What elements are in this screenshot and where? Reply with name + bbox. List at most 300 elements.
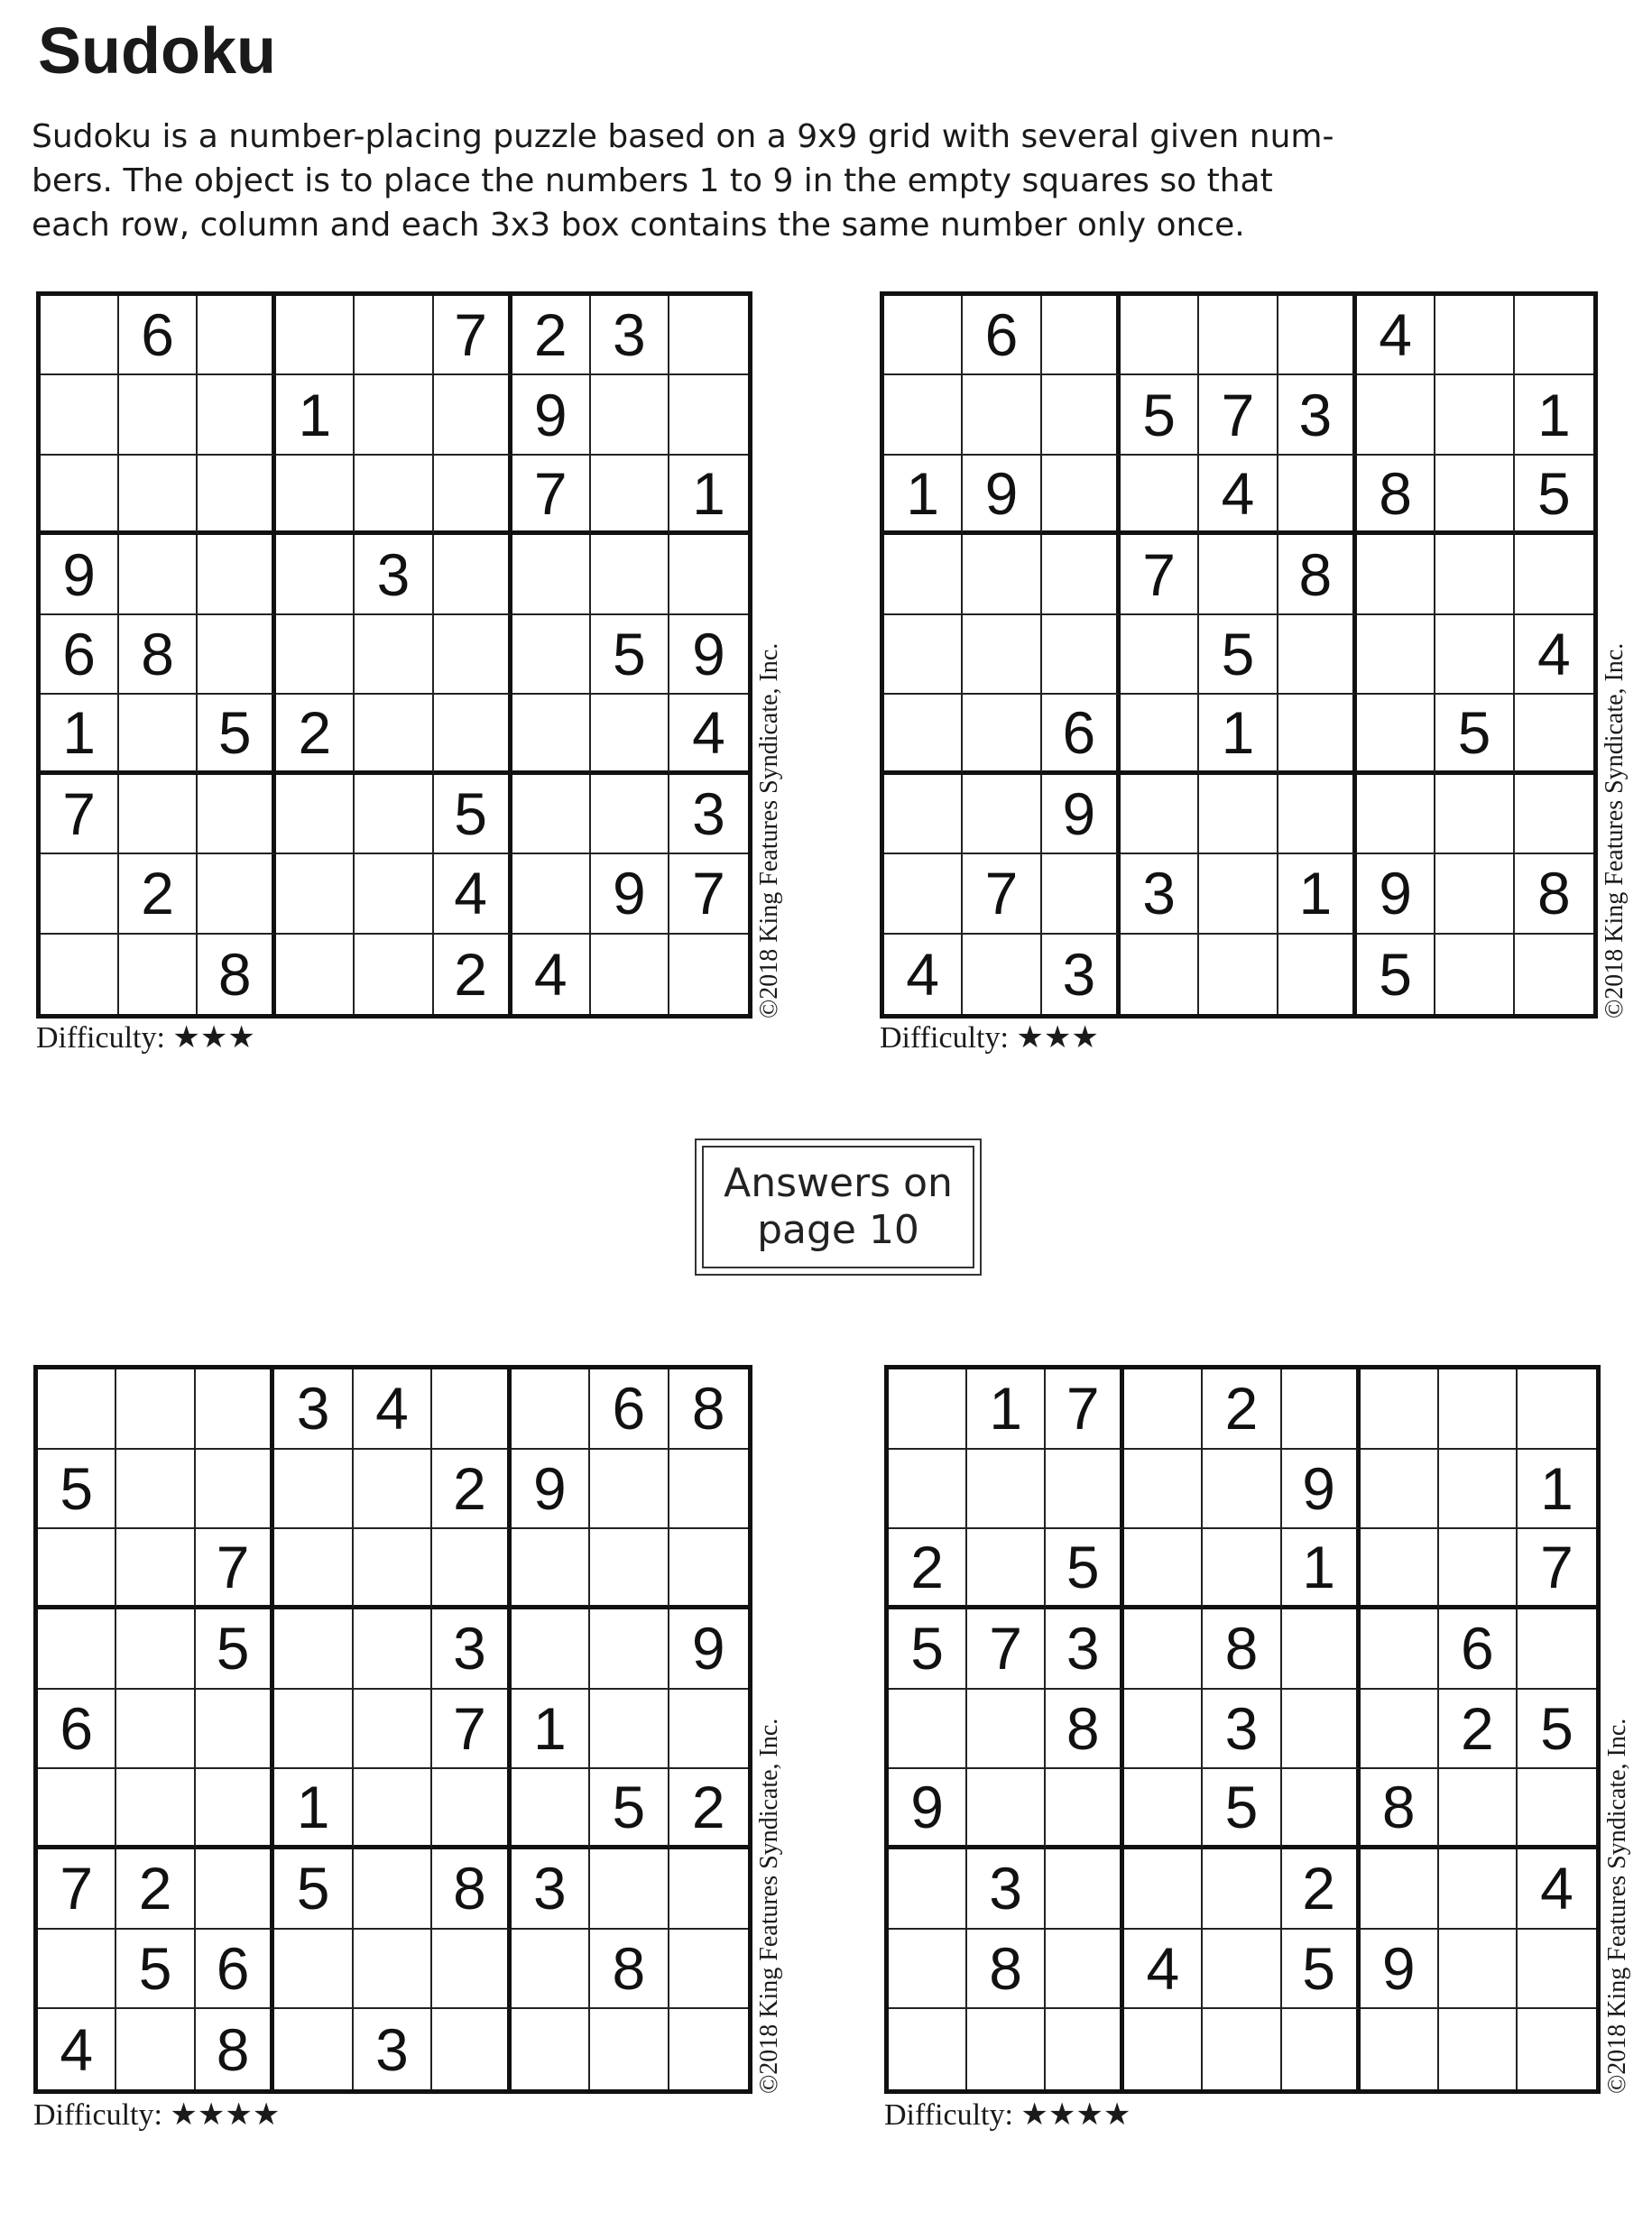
empty-cell[interactable] xyxy=(355,695,433,774)
intro-text: Sudoku is a number-placing puzzle based on a 9x9 grid with several given num- bers. The object is to place the numbers 1 to 9 in the empty squares so that each row, column and each 3x3 box contains the same number only once. xyxy=(32,118,1334,244)
given-number-cell: 9 xyxy=(1361,1930,1439,2010)
given-number-cell: 7 xyxy=(512,456,591,535)
empty-cell[interactable] xyxy=(1124,1369,1203,1450)
given-number-cell: 5 xyxy=(1046,1529,1124,1609)
empty-cell[interactable] xyxy=(119,535,198,614)
empty-cell[interactable] xyxy=(967,1690,1046,1770)
empty-cell[interactable] xyxy=(1042,535,1121,614)
empty-cell[interactable] xyxy=(1203,1849,1281,1930)
empty-cell[interactable] xyxy=(512,615,591,695)
given-number-cell: 5 xyxy=(1518,1690,1596,1770)
empty-cell[interactable] xyxy=(1357,375,1435,455)
given-number-cell: 2 xyxy=(1203,1369,1281,1450)
empty-cell[interactable] xyxy=(591,375,669,455)
given-number-cell: 3 xyxy=(1278,375,1357,455)
empty-cell[interactable] xyxy=(669,296,748,375)
empty-cell[interactable] xyxy=(669,535,748,614)
empty-cell[interactable] xyxy=(512,1769,590,1849)
empty-cell[interactable] xyxy=(1199,935,1278,1014)
empty-cell[interactable] xyxy=(512,854,591,934)
empty-cell[interactable] xyxy=(1203,1930,1281,2010)
empty-cell[interactable] xyxy=(1361,2009,1439,2089)
given-number-cell: 9 xyxy=(1042,775,1121,854)
given-number-cell: 5 xyxy=(1515,456,1593,535)
given-number-cell: 2 xyxy=(119,854,198,934)
given-number-cell: 4 xyxy=(1199,456,1278,535)
empty-cell[interactable] xyxy=(432,1529,511,1609)
given-number-cell: 7 xyxy=(434,296,512,375)
empty-cell[interactable] xyxy=(1203,1450,1281,1530)
empty-cell[interactable] xyxy=(1121,775,1199,854)
given-number-cell: 4 xyxy=(354,1369,432,1450)
empty-cell[interactable] xyxy=(354,1609,432,1690)
empty-cell[interactable] xyxy=(512,1609,590,1690)
given-number-cell: 2 xyxy=(512,296,591,375)
empty-cell[interactable] xyxy=(354,1450,432,1530)
empty-cell[interactable] xyxy=(41,456,119,535)
given-number-cell: 7 xyxy=(1121,535,1199,614)
empty-cell[interactable] xyxy=(1361,1849,1439,1930)
empty-cell[interactable] xyxy=(1357,535,1435,614)
empty-cell[interactable] xyxy=(276,535,355,614)
empty-cell[interactable] xyxy=(355,775,433,854)
given-number-cell: 5 xyxy=(198,695,276,774)
empty-cell[interactable] xyxy=(1435,775,1514,854)
empty-cell[interactable] xyxy=(512,2009,590,2089)
given-number-cell: 5 xyxy=(116,1930,195,2010)
empty-cell[interactable] xyxy=(38,1930,116,2010)
empty-cell[interactable] xyxy=(198,456,276,535)
empty-cell[interactable] xyxy=(1199,535,1278,614)
given-number-cell: 8 xyxy=(198,935,276,1014)
empty-cell[interactable] xyxy=(1203,2009,1281,2089)
empty-cell[interactable] xyxy=(1282,1609,1361,1690)
empty-cell[interactable] xyxy=(1439,2009,1518,2089)
empty-cell[interactable] xyxy=(1278,695,1357,774)
given-number-cell: 5 xyxy=(196,1609,274,1690)
empty-cell[interactable] xyxy=(276,296,355,375)
empty-cell[interactable] xyxy=(669,2009,748,2089)
given-number-cell: 4 xyxy=(1518,1849,1596,1930)
copyright-notice: ©2018 King Features Syndicate, Inc. xyxy=(1601,642,1629,1019)
empty-cell[interactable] xyxy=(1515,935,1593,1014)
empty-cell[interactable] xyxy=(967,1450,1046,1530)
empty-cell[interactable] xyxy=(434,615,512,695)
empty-cell[interactable] xyxy=(512,1930,590,2010)
empty-cell[interactable] xyxy=(1121,695,1199,774)
given-number-cell: 5 xyxy=(590,1769,669,1849)
empty-cell[interactable] xyxy=(1435,375,1514,455)
given-number-cell: 8 xyxy=(119,615,198,695)
empty-cell[interactable] xyxy=(591,456,669,535)
empty-cell[interactable] xyxy=(432,1930,511,2010)
empty-cell[interactable] xyxy=(198,375,276,455)
empty-cell[interactable] xyxy=(1124,1609,1203,1690)
empty-cell[interactable] xyxy=(963,935,1041,1014)
empty-cell[interactable] xyxy=(196,1690,274,1770)
sudoku-puzzle-3 xyxy=(33,1365,791,2141)
empty-cell[interactable] xyxy=(590,1609,669,1690)
empty-cell[interactable] xyxy=(1282,2009,1361,2089)
given-number-cell: 5 xyxy=(434,775,512,854)
empty-cell[interactable] xyxy=(1515,535,1593,614)
empty-cell[interactable] xyxy=(1042,375,1121,455)
empty-cell[interactable] xyxy=(1518,2009,1596,2089)
given-number-cell: 7 xyxy=(1518,1529,1596,1609)
empty-cell[interactable] xyxy=(1278,296,1357,375)
empty-cell[interactable] xyxy=(432,1769,511,1849)
empty-cell[interactable] xyxy=(119,775,198,854)
sudoku-grid xyxy=(884,1365,1601,2094)
given-number-cell: 9 xyxy=(512,375,591,455)
empty-cell[interactable] xyxy=(1518,1609,1596,1690)
empty-cell[interactable] xyxy=(196,1369,274,1450)
empty-cell[interactable] xyxy=(590,1529,669,1609)
given-number-cell: 8 xyxy=(590,1930,669,2010)
empty-cell[interactable] xyxy=(1435,935,1514,1014)
empty-cell[interactable] xyxy=(354,1849,432,1930)
given-number-cell: 7 xyxy=(432,1690,511,1770)
empty-cell[interactable] xyxy=(276,456,355,535)
given-number-cell: 1 xyxy=(1282,1529,1361,1609)
given-number-cell: 1 xyxy=(41,695,119,774)
empty-cell[interactable] xyxy=(116,1450,195,1530)
empty-cell[interactable] xyxy=(669,1450,748,1530)
given-number-cell: 4 xyxy=(1357,296,1435,375)
empty-cell[interactable] xyxy=(198,296,276,375)
empty-cell[interactable] xyxy=(116,1609,195,1690)
empty-cell[interactable] xyxy=(963,695,1041,774)
empty-cell[interactable] xyxy=(196,1450,274,1530)
empty-cell[interactable] xyxy=(967,1529,1046,1609)
empty-cell[interactable] xyxy=(1199,775,1278,854)
empty-cell[interactable] xyxy=(1282,1769,1361,1849)
empty-cell[interactable] xyxy=(276,615,355,695)
empty-cell[interactable] xyxy=(1278,935,1357,1014)
empty-cell[interactable] xyxy=(196,1769,274,1849)
given-number-cell: 8 xyxy=(669,1369,748,1450)
empty-cell[interactable] xyxy=(669,1690,748,1770)
empty-cell[interactable] xyxy=(1121,296,1199,375)
empty-cell[interactable] xyxy=(119,456,198,535)
given-number-cell: 6 xyxy=(963,296,1041,375)
empty-cell[interactable] xyxy=(1046,1769,1124,1849)
empty-cell[interactable] xyxy=(1124,2009,1203,2089)
empty-cell[interactable] xyxy=(354,1930,432,2010)
empty-cell[interactable] xyxy=(198,535,276,614)
empty-cell[interactable] xyxy=(274,1930,353,2010)
given-number-cell: 9 xyxy=(591,854,669,934)
given-number-cell: 7 xyxy=(196,1529,274,1609)
copyright-notice: ©2018 King Features Syndicate, Inc. xyxy=(755,1718,783,2094)
given-number-cell: 6 xyxy=(1439,1609,1518,1690)
empty-cell[interactable] xyxy=(591,695,669,774)
empty-cell[interactable] xyxy=(1357,775,1435,854)
empty-cell[interactable] xyxy=(354,1690,432,1770)
given-number-cell: 8 xyxy=(1357,456,1435,535)
given-number-cell: 5 xyxy=(1203,1769,1281,1849)
empty-cell[interactable] xyxy=(889,1849,967,1930)
empty-cell[interactable] xyxy=(590,1690,669,1770)
empty-cell[interactable] xyxy=(355,375,433,455)
given-number-cell: 6 xyxy=(119,296,198,375)
given-number-cell: 9 xyxy=(1282,1450,1361,1530)
empty-cell[interactable] xyxy=(884,296,963,375)
empty-cell[interactable] xyxy=(963,535,1041,614)
empty-cell[interactable] xyxy=(591,535,669,614)
answers-note-text: Answers on page 10 xyxy=(702,1146,974,1268)
empty-cell[interactable] xyxy=(355,854,433,934)
empty-cell[interactable] xyxy=(669,935,748,1014)
empty-cell[interactable] xyxy=(38,1609,116,1690)
empty-cell[interactable] xyxy=(276,854,355,934)
given-number-cell: 1 xyxy=(884,456,963,535)
empty-cell[interactable] xyxy=(1518,1369,1596,1450)
empty-cell[interactable] xyxy=(669,1529,748,1609)
empty-cell[interactable] xyxy=(1439,1450,1518,1530)
empty-cell[interactable] xyxy=(591,775,669,854)
given-number-cell: 7 xyxy=(1046,1369,1124,1450)
empty-cell[interactable] xyxy=(276,935,355,1014)
given-number-cell: 3 xyxy=(967,1849,1046,1930)
empty-cell[interactable] xyxy=(198,854,276,934)
empty-cell[interactable] xyxy=(274,1450,353,1530)
empty-cell[interactable] xyxy=(119,375,198,455)
empty-cell[interactable] xyxy=(884,775,963,854)
given-number-cell: 8 xyxy=(196,2009,274,2089)
given-number-cell: 5 xyxy=(1282,1930,1361,2010)
given-number-cell: 1 xyxy=(1278,854,1357,934)
empty-cell[interactable] xyxy=(119,935,198,1014)
empty-cell[interactable] xyxy=(884,854,963,934)
empty-cell[interactable] xyxy=(512,775,591,854)
empty-cell[interactable] xyxy=(38,1369,116,1450)
given-number-cell: 1 xyxy=(1199,695,1278,774)
given-number-cell: 8 xyxy=(432,1849,511,1930)
given-number-cell: 8 xyxy=(1046,1690,1124,1770)
empty-cell[interactable] xyxy=(1124,1690,1203,1770)
empty-cell[interactable] xyxy=(198,615,276,695)
given-number-cell: 3 xyxy=(512,1849,590,1930)
empty-cell[interactable] xyxy=(1046,1450,1124,1530)
empty-cell[interactable] xyxy=(354,1529,432,1609)
empty-cell[interactable] xyxy=(1046,2009,1124,2089)
empty-cell[interactable] xyxy=(1042,456,1121,535)
given-number-cell: 7 xyxy=(669,854,748,934)
empty-cell[interactable] xyxy=(669,375,748,455)
empty-cell[interactable] xyxy=(1199,854,1278,934)
empty-cell[interactable] xyxy=(355,456,433,535)
given-number-cell: 1 xyxy=(274,1769,353,1849)
empty-cell[interactable] xyxy=(119,695,198,774)
empty-cell[interactable] xyxy=(669,1849,748,1930)
empty-cell[interactable] xyxy=(1518,1769,1596,1849)
empty-cell[interactable] xyxy=(1199,296,1278,375)
given-number-cell: 8 xyxy=(1515,854,1593,934)
empty-cell[interactable] xyxy=(434,535,512,614)
given-number-cell: 5 xyxy=(1121,375,1199,455)
empty-cell[interactable] xyxy=(590,1450,669,1530)
empty-cell[interactable] xyxy=(884,615,963,695)
empty-cell[interactable] xyxy=(1278,615,1357,695)
empty-cell[interactable] xyxy=(884,695,963,774)
empty-cell[interactable] xyxy=(274,2009,353,2089)
empty-cell[interactable] xyxy=(38,1529,116,1609)
given-number-cell: 8 xyxy=(1203,1609,1281,1690)
given-number-cell: 2 xyxy=(434,935,512,1014)
empty-cell[interactable] xyxy=(889,1690,967,1770)
given-number-cell: 2 xyxy=(1282,1849,1361,1930)
empty-cell[interactable] xyxy=(432,2009,511,2089)
empty-cell[interactable] xyxy=(1124,1769,1203,1849)
empty-cell[interactable] xyxy=(1439,1369,1518,1450)
empty-cell[interactable] xyxy=(1203,1529,1281,1609)
given-number-cell: 3 xyxy=(1121,854,1199,934)
empty-cell[interactable] xyxy=(116,2009,195,2089)
empty-cell[interactable] xyxy=(1046,1849,1124,1930)
empty-cell[interactable] xyxy=(434,375,512,455)
empty-cell[interactable] xyxy=(354,1769,432,1849)
empty-cell[interactable] xyxy=(889,1930,967,2010)
page-title: Sudoku xyxy=(38,15,276,88)
empty-cell[interactable] xyxy=(116,1769,195,1849)
empty-cell[interactable] xyxy=(1357,615,1435,695)
given-number-cell: 2 xyxy=(116,1849,195,1930)
given-number-cell: 4 xyxy=(38,2009,116,2089)
empty-cell[interactable] xyxy=(889,2009,967,2089)
empty-cell[interactable] xyxy=(274,1529,353,1609)
empty-cell[interactable] xyxy=(1361,1450,1439,1530)
empty-cell[interactable] xyxy=(1042,854,1121,934)
empty-cell[interactable] xyxy=(963,375,1041,455)
empty-cell[interactable] xyxy=(1435,535,1514,614)
empty-cell[interactable] xyxy=(889,1450,967,1530)
empty-cell[interactable] xyxy=(1515,296,1593,375)
given-number-cell: 2 xyxy=(1439,1690,1518,1770)
empty-cell[interactable] xyxy=(1435,854,1514,934)
given-number-cell: 3 xyxy=(432,1609,511,1690)
empty-cell[interactable] xyxy=(196,1849,274,1930)
empty-cell[interactable] xyxy=(41,935,119,1014)
empty-cell[interactable] xyxy=(1435,296,1514,375)
empty-cell[interactable] xyxy=(1518,1930,1596,2010)
empty-cell[interactable] xyxy=(963,775,1041,854)
empty-cell[interactable] xyxy=(1439,1529,1518,1609)
empty-cell[interactable] xyxy=(1282,1369,1361,1450)
empty-cell[interactable] xyxy=(590,1849,669,1930)
empty-cell[interactable] xyxy=(967,1769,1046,1849)
empty-cell[interactable] xyxy=(967,2009,1046,2089)
given-number-cell: 5 xyxy=(889,1609,967,1690)
empty-cell[interactable] xyxy=(512,1529,590,1609)
given-number-cell: 9 xyxy=(889,1769,967,1849)
given-number-cell: 9 xyxy=(41,535,119,614)
empty-cell[interactable] xyxy=(38,1769,116,1849)
sudoku-grid xyxy=(33,1365,752,2094)
empty-cell[interactable] xyxy=(512,535,591,614)
empty-cell[interactable] xyxy=(276,775,355,854)
empty-cell[interactable] xyxy=(1515,695,1593,774)
empty-cell[interactable] xyxy=(355,615,433,695)
empty-cell[interactable] xyxy=(198,775,276,854)
empty-cell[interactable] xyxy=(1439,1930,1518,2010)
empty-cell[interactable] xyxy=(1124,1450,1203,1530)
empty-cell[interactable] xyxy=(41,296,119,375)
empty-cell[interactable] xyxy=(1282,1690,1361,1770)
empty-cell[interactable] xyxy=(1124,1849,1203,1930)
empty-cell[interactable] xyxy=(1121,615,1199,695)
empty-cell[interactable] xyxy=(1361,1609,1439,1690)
given-number-cell: 4 xyxy=(434,854,512,934)
empty-cell[interactable] xyxy=(1278,775,1357,854)
given-number-cell: 2 xyxy=(276,695,355,774)
given-number-cell: 3 xyxy=(1046,1609,1124,1690)
empty-cell[interactable] xyxy=(1435,615,1514,695)
empty-cell[interactable] xyxy=(116,1690,195,1770)
empty-cell[interactable] xyxy=(1042,296,1121,375)
empty-cell[interactable] xyxy=(1439,1769,1518,1849)
empty-cell[interactable] xyxy=(434,695,512,774)
copyright-notice: ©2018 King Features Syndicate, Inc. xyxy=(1603,1718,1631,2094)
empty-cell[interactable] xyxy=(41,854,119,934)
sudoku-grid xyxy=(36,291,752,1019)
empty-cell[interactable] xyxy=(1515,775,1593,854)
empty-cell[interactable] xyxy=(41,375,119,455)
empty-cell[interactable] xyxy=(355,296,433,375)
empty-cell[interactable] xyxy=(1124,1529,1203,1609)
given-number-cell: 7 xyxy=(1199,375,1278,455)
empty-cell[interactable] xyxy=(669,1930,748,2010)
given-number-cell: 4 xyxy=(1124,1930,1203,2010)
empty-cell[interactable] xyxy=(1046,1930,1124,2010)
empty-cell[interactable] xyxy=(1439,1849,1518,1930)
given-number-cell: 5 xyxy=(1199,615,1278,695)
empty-cell[interactable] xyxy=(1361,1529,1439,1609)
empty-cell[interactable] xyxy=(116,1369,195,1450)
empty-cell[interactable] xyxy=(1278,456,1357,535)
empty-cell[interactable] xyxy=(884,375,963,455)
empty-cell[interactable] xyxy=(1361,1690,1439,1770)
empty-cell[interactable] xyxy=(1121,935,1199,1014)
empty-cell[interactable] xyxy=(963,615,1041,695)
given-number-cell: 2 xyxy=(432,1450,511,1530)
given-number-cell: 3 xyxy=(1203,1690,1281,1770)
difficulty-label: Difficulty: ★★★★ xyxy=(884,2098,1131,2132)
answers-note-box xyxy=(695,1138,982,1276)
given-number-cell: 9 xyxy=(963,456,1041,535)
empty-cell[interactable] xyxy=(1357,695,1435,774)
empty-cell[interactable] xyxy=(274,1609,353,1690)
empty-cell[interactable] xyxy=(591,935,669,1014)
empty-cell[interactable] xyxy=(884,535,963,614)
empty-cell[interactable] xyxy=(274,1690,353,1770)
empty-cell[interactable] xyxy=(889,1369,967,1450)
empty-cell[interactable] xyxy=(432,1369,511,1450)
given-number-cell: 4 xyxy=(1515,615,1593,695)
given-number-cell: 4 xyxy=(884,935,963,1014)
empty-cell[interactable] xyxy=(434,456,512,535)
empty-cell[interactable] xyxy=(355,935,433,1014)
empty-cell[interactable] xyxy=(512,695,591,774)
empty-cell[interactable] xyxy=(1042,615,1121,695)
empty-cell[interactable] xyxy=(512,1369,590,1450)
empty-cell[interactable] xyxy=(590,2009,669,2089)
empty-cell[interactable] xyxy=(1435,456,1514,535)
empty-cell[interactable] xyxy=(116,1529,195,1609)
given-number-cell: 9 xyxy=(1357,854,1435,934)
empty-cell[interactable] xyxy=(1121,456,1199,535)
empty-cell[interactable] xyxy=(1361,1369,1439,1450)
